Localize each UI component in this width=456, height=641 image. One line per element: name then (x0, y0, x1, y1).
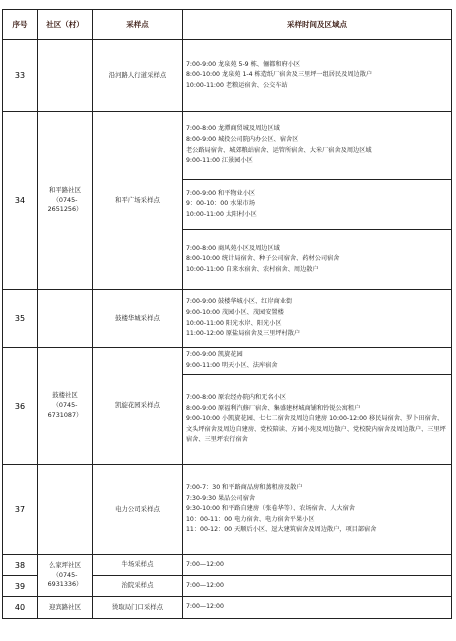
time-line: 11：00-12：00 天顺后小区、逗大建筑宿舍及周边散户，项目部宿舍 (186, 526, 377, 534)
header-seq: 序号 (3, 10, 38, 40)
time-area-cell (183, 465, 452, 555)
row-number: 33 (3, 40, 38, 112)
community-cell (38, 40, 93, 112)
row-number: 39 (3, 576, 38, 597)
site-cell: 凯旋花园采样点 (93, 348, 183, 465)
site-cell: 牛场采样点 (93, 555, 183, 576)
community-name: 迎宾路社区 (49, 602, 81, 611)
time-line: 8:00-9:00 城投公司院内办公区、宿舍区 (186, 135, 299, 143)
header-time-area: 采样时间及区域点 (183, 10, 452, 40)
community-cell (38, 597, 93, 619)
time-line: 7:00-9:00 凯旋花园 (186, 351, 243, 359)
time-line: 7:00-8:00 龙潭商贸城及周边区域 (186, 125, 280, 133)
time-line: 9:00-11:00 明天小区、法库宿舍 (186, 362, 278, 369)
row-number: 40 (3, 597, 38, 619)
community-name: 么家坪社区 (49, 560, 81, 569)
sampling-schedule-table (2, 9, 452, 619)
table-row (3, 348, 452, 375)
time-line: 7:00-9:00 龙泉苑 5-9 栋、俪都和府小区 (186, 60, 301, 68)
time-area-cell (183, 290, 452, 348)
time-area-cell (183, 112, 452, 180)
community-name: 和平路社区 (49, 185, 81, 194)
time-line: 7:00-9:00 鼓楼华城小区、红岸商业街 (186, 298, 293, 306)
site-cell: 治院采样点 (93, 576, 183, 597)
time-line: 9:00-11:00 江景园小区 (186, 157, 253, 165)
header-community: 社区（村） (38, 10, 93, 40)
row-number: 34 (3, 112, 38, 290)
site-cell: 沿河路人行道采样点 (93, 40, 183, 112)
row-number: 38 (3, 555, 38, 576)
time-line: 10:00-11:00 阳光水岸、阳光小区 (186, 319, 282, 327)
time-line: 7:00-9:00 和平物业小区 (186, 189, 256, 197)
time-line: 10：00-11：00 电力宿舍、电力宿舍平果小区 (186, 515, 315, 523)
time-line: 9:30-10:00 和平路自建房（张卷华等）、农场宿舍、人大宿舍 (186, 505, 355, 513)
row-number: 35 (3, 290, 38, 348)
time-line: 9：00-10：00 水果市场 (186, 200, 255, 208)
time-line: 7:30-9:30 果品公司宿舍 (186, 494, 256, 502)
row-number: 36 (3, 348, 38, 465)
table-row (3, 112, 452, 180)
header-site: 采样点 (93, 10, 183, 40)
community-cell (38, 112, 93, 290)
time-line: 8:00-10:00 统计局宿舍、种子公司宿舍、药材公司宿舍 (186, 255, 340, 263)
table-row (3, 555, 452, 576)
community-cell (38, 555, 93, 597)
site-cell: 和平广场采样点 (93, 112, 183, 290)
community-phone: （0745-6931336） (47, 570, 83, 589)
time-line: 7:00-7：30 和平路商品房和蒸租房及散户 (186, 484, 303, 492)
time-line: 7:00-8:00 商风苑小区及周边区域 (186, 244, 280, 252)
table-row (3, 597, 452, 619)
time-area-cell (183, 230, 452, 290)
community-phone: （0745-6731087） (47, 401, 83, 419)
community-cell (38, 465, 93, 555)
time-line: 8:00-9:00 原福利汽修厂宿舍、集盛建材城商铺和铃锐公寓租户 (186, 404, 361, 412)
time-line: 11:00-12:00 原盐局宿舍及三里坪村散户 (186, 330, 301, 338)
community-cell (38, 348, 93, 465)
table-row (3, 290, 452, 348)
time-line: 9:00-10:00 小凯旋花园、七七二宿舍及周边自建房 10:00-12:00 移民局宿舍、罗卜田宿舍、文头坪宿舍及周边自建房、党校陪读、方园小苑及周边散户、党校院内宿舍及周边散户、三里坪宿舍、三里坪农行宿舍 (186, 415, 446, 444)
row-number: 37 (3, 465, 38, 555)
community-phone: （0745-2651256） (47, 195, 83, 214)
time-area-cell (183, 375, 452, 465)
time-line: 8:00-10:00 龙泉苑 1-4 栋造纸厂宿舍及三里坪一组居民及周边散户 (186, 71, 373, 79)
table-header-row (3, 10, 452, 40)
time-line: 10:00-11:00 自来水宿舍、农村宿舍、周边散户 (186, 265, 319, 273)
time-area-cell: 7:00—12:00 (183, 555, 452, 576)
community-cell (38, 290, 93, 348)
time-area-cell (183, 40, 452, 112)
time-line: 10:00-11:00 老粮运宿舍、公交车站 (186, 81, 288, 89)
table-row (3, 40, 452, 112)
time-line: 10:00-11:00 太阳村小区 (186, 210, 257, 218)
site-cell: 电力公司采样点 (93, 465, 183, 555)
time-area-cell: 7:00—12:00 (183, 597, 452, 619)
time-area-cell (183, 180, 452, 230)
table-row (3, 465, 452, 555)
time-line: 9:00-10:00 茂园小区、茂园安置楼 (186, 308, 284, 316)
community-name: 鼓楼社区 (52, 391, 78, 400)
site-cell: 鼓楼华城采样点 (93, 290, 183, 348)
time-area-cell: 7:00—12:00 (183, 576, 452, 597)
site-cell: 烫取局门口采样点 (93, 597, 183, 619)
time-area-cell (183, 348, 452, 375)
time-line: 老公路局宿舍、城郊粮站宿舍、运管所宿舍、大米厂宿舍及周边区域 (186, 146, 372, 154)
time-line: 7:00-8:00 原农经办院内和无名小区 (186, 394, 287, 402)
